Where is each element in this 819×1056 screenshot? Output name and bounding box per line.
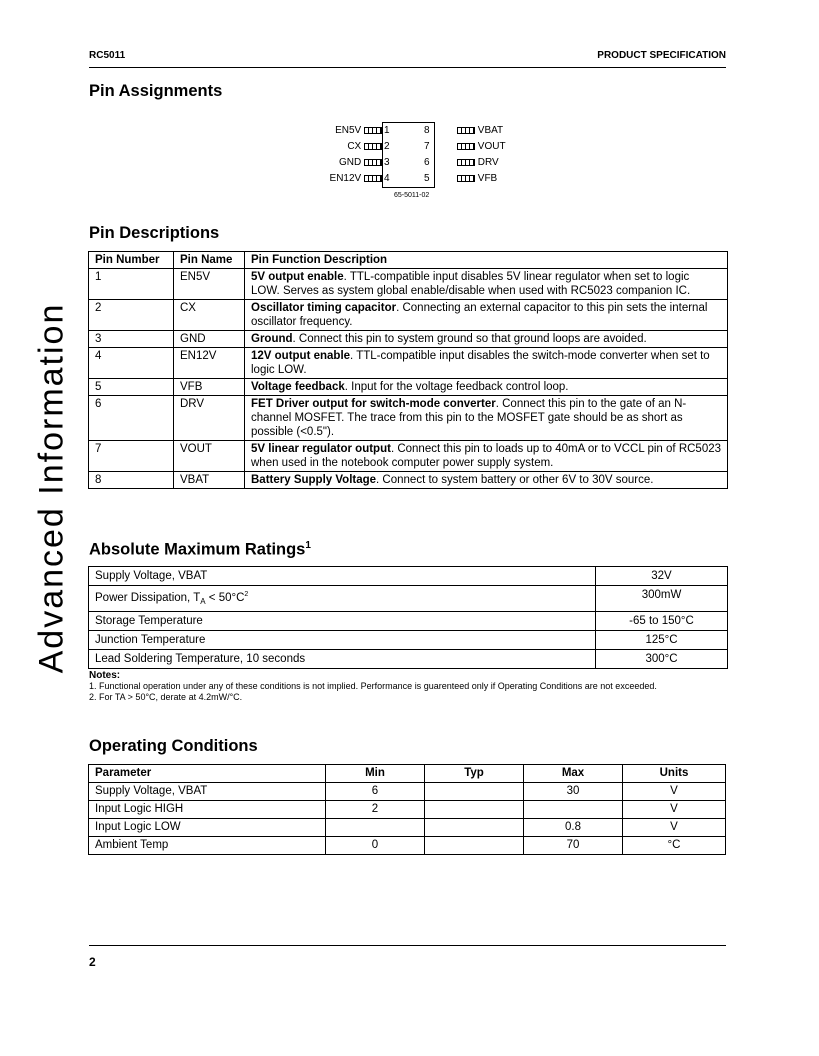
table-cell: 2	[326, 801, 425, 819]
table-cell	[425, 837, 524, 855]
pin-number-cell: 5	[89, 379, 174, 396]
table-cell: 6	[326, 783, 425, 801]
table-cell	[524, 801, 623, 819]
pin-name-cell: CX	[174, 300, 245, 331]
table-cell: 0	[326, 837, 425, 855]
col-header: Typ	[425, 765, 524, 783]
rating-parameter: Power Dissipation, $T_A < 50^\circ C^2$	[89, 586, 596, 612]
rating-value: 300°C	[596, 650, 728, 669]
pin-descriptions-heading: Pin Descriptions	[89, 224, 220, 242]
table-row	[89, 300, 728, 331]
note-item: 2. For TA > 50°C, derate at 4.2mW/°C.	[89, 692, 243, 702]
rating-value: -65 to 150°C	[596, 612, 728, 631]
pin-number-cell: 8	[89, 472, 174, 489]
abs-max-table	[88, 566, 728, 669]
table-cell: V	[623, 819, 726, 837]
pin-name-cell: VOUT	[174, 441, 245, 472]
operating-heading: Operating Conditions	[89, 737, 258, 755]
table-cell: 70	[524, 837, 623, 855]
table-row	[89, 801, 726, 819]
table-cell: 0.8	[524, 819, 623, 837]
table-cell	[425, 819, 524, 837]
table-row	[89, 567, 728, 586]
table-header-row	[89, 252, 728, 269]
header-rule	[89, 67, 726, 68]
table-cell: Ambient Temp	[89, 837, 326, 855]
pin-function-cell: FET Driver output for switch-mode converter. Connect this pin to the gate of an N-channel MOSFET. The trace from this pin to the MOSFET gate should be as short as possible (<0.5").	[245, 396, 728, 441]
table-row	[89, 472, 728, 489]
pin-name-cell: DRV	[174, 396, 245, 441]
col-header: Max	[524, 765, 623, 783]
pin-number-cell: 4	[89, 348, 174, 379]
notes	[89, 670, 729, 703]
table-cell: V	[623, 801, 726, 819]
col-header: Min	[326, 765, 425, 783]
pin-name-cell: VBAT	[174, 472, 245, 489]
figure-id: 65-5011-02	[394, 192, 430, 199]
pin-number-cell: 7	[89, 441, 174, 472]
pin-name-cell: EN12V	[174, 348, 245, 379]
table-cell: V	[623, 783, 726, 801]
table-row	[89, 837, 726, 855]
pin-number-cell: 3	[89, 331, 174, 348]
pin-function-cell: 5V output enable. TTL-compatible input disables 5V linear regulator when set to logic LOW. Serves as system global enable/disable when used with RC5023 companion IC.	[245, 269, 728, 300]
pin-label-left: EN12V	[330, 173, 382, 184]
rating-value: 32V	[596, 567, 728, 586]
pin-number: 4	[384, 173, 390, 184]
table-row	[89, 819, 726, 837]
table-cell: °C	[623, 837, 726, 855]
col-header: Parameter	[89, 765, 326, 783]
pin-name-cell: GND	[174, 331, 245, 348]
pin-number-cell: 1	[89, 269, 174, 300]
table-row	[89, 379, 728, 396]
col-header: Pin Name	[174, 252, 245, 269]
doc-type: PRODUCT SPECIFICATION	[597, 50, 726, 61]
pin-function-cell: 12V output enable. TTL-compatible input disables the switch-mode converter when set to logic LOW.	[245, 348, 728, 379]
side-label: Advanced Information	[32, 302, 71, 674]
page-number: 2	[89, 955, 96, 969]
table-row	[89, 396, 728, 441]
col-header: Pin Number	[89, 252, 174, 269]
table-row	[89, 650, 728, 669]
pin-function-cell: Oscillator timing capacitor. Connecting an external capacitor to this pin sets the internal oscillator frequency.	[245, 300, 728, 331]
table-row	[89, 783, 726, 801]
pin-number: 2	[384, 141, 390, 152]
pin-number: 6	[424, 157, 430, 168]
pin-label-right: VBAT	[457, 125, 503, 136]
rating-value: 300mW	[596, 586, 728, 612]
table-row	[89, 586, 728, 612]
pin-function-cell: Battery Supply Voltage. Connect to system battery or other 6V to 30V source.	[245, 472, 728, 489]
pin-number: 7	[424, 141, 430, 152]
pin-function-cell: Voltage feedback. Input for the voltage feedback control loop.	[245, 379, 728, 396]
rating-parameter: Lead Soldering Temperature, 10 seconds	[89, 650, 596, 669]
pin-label-right: VFB	[457, 173, 497, 184]
rating-parameter: Storage Temperature	[89, 612, 596, 631]
col-header: Units	[623, 765, 726, 783]
table-cell: Input Logic HIGH	[89, 801, 326, 819]
pin-label-left: EN5V	[335, 125, 382, 136]
pin-name-cell: VFB	[174, 379, 245, 396]
table-row	[89, 331, 728, 348]
table-cell: 30	[524, 783, 623, 801]
pin-number-cell: 6	[89, 396, 174, 441]
table-row	[89, 631, 728, 650]
pin-number: 3	[384, 157, 390, 168]
operating-conditions-table	[88, 764, 726, 855]
pin-label-left: CX	[347, 141, 382, 152]
table-row	[89, 269, 728, 300]
table-row	[89, 441, 728, 472]
table-row	[89, 612, 728, 631]
rating-parameter: Junction Temperature	[89, 631, 596, 650]
table-cell	[326, 819, 425, 837]
pin-diagram	[320, 122, 520, 202]
abs-max-heading: Absolute Maximum Ratings$^1$	[89, 540, 311, 559]
pin-number: 8	[424, 125, 430, 136]
table-row	[89, 348, 728, 379]
pin-label-right: DRV	[457, 157, 499, 168]
pin-number: 1	[384, 125, 390, 136]
pin-name-cell: EN5V	[174, 269, 245, 300]
pin-label-right: VOUT	[457, 141, 506, 152]
pin-label-left: GND	[339, 157, 382, 168]
table-cell	[425, 801, 524, 819]
table-cell: Supply Voltage, VBAT	[89, 783, 326, 801]
table-cell: Input Logic LOW	[89, 819, 326, 837]
note-item: 1. Functional operation under any of these conditions is not implied. Performance is guarenteed only if Operating Conditions are not exceeded.	[89, 681, 657, 691]
footer-rule	[89, 945, 726, 946]
notes-title: Notes:	[89, 670, 121, 681]
pin-function-cell: Ground. Connect this pin to system ground so that ground loops are avoided.	[245, 331, 728, 348]
table-cell	[425, 783, 524, 801]
doc-id: RC5011	[89, 50, 126, 61]
pin-function-cell: 5V linear regulator output. Connect this pin to loads up to 40mA or to VCCL pin of RC5023 when used in the notebook computer power supply system.	[245, 441, 728, 472]
rating-value: 125°C	[596, 631, 728, 650]
table-header-row	[89, 765, 726, 783]
pin-assignments-heading: Pin Assignments	[89, 82, 223, 100]
pin-description-table	[88, 251, 728, 489]
col-header: Pin Function Description	[245, 252, 728, 269]
pin-number: 5	[424, 173, 430, 184]
pin-number-cell: 2	[89, 300, 174, 331]
rating-parameter: Supply Voltage, VBAT	[89, 567, 596, 586]
